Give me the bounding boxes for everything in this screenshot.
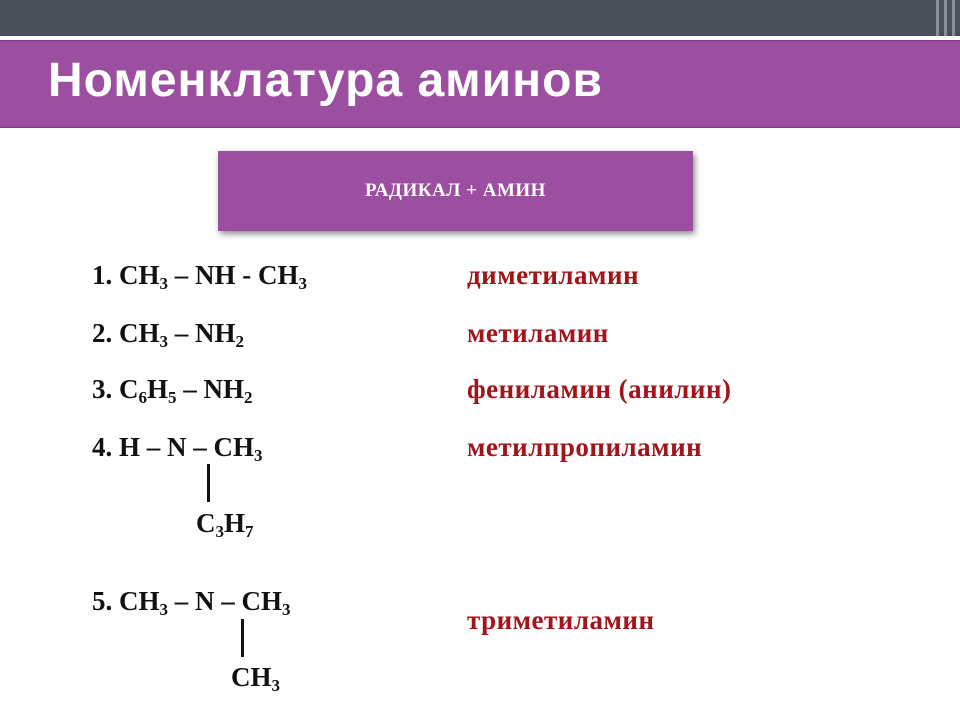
formula-text: C bbox=[196, 508, 216, 538]
formula-text: CH bbox=[119, 260, 160, 290]
decor-line bbox=[944, 0, 947, 36]
row-number: 4. bbox=[92, 432, 113, 462]
formula-text: – NH bbox=[176, 374, 245, 404]
formula bbox=[119, 374, 253, 407]
slide-title: Номенклатура аминов bbox=[48, 54, 603, 107]
amine-name-4: метилпропиламин bbox=[467, 432, 703, 462]
amine-formula-2 bbox=[92, 318, 244, 351]
amine-name-2: метиламин bbox=[467, 318, 609, 348]
amine-name-3: фениламин (анилин) bbox=[467, 374, 732, 404]
title-bar bbox=[0, 40, 960, 128]
row-number: 5. bbox=[92, 586, 113, 616]
naming-rule-text: РАДИКАЛ + АМИН bbox=[365, 180, 546, 201]
decor-line bbox=[952, 0, 955, 36]
formula-subscript: 3 bbox=[159, 600, 168, 619]
amine-formula-3 bbox=[92, 374, 253, 407]
amine-formula-5 bbox=[92, 586, 291, 619]
formula-subscript: 3 bbox=[159, 274, 168, 293]
formula-subscript: 6 bbox=[138, 388, 147, 407]
branch-group bbox=[196, 508, 254, 541]
top-strip bbox=[0, 0, 960, 36]
row-number: 3. bbox=[92, 374, 113, 404]
formula-subscript: 2 bbox=[244, 388, 253, 407]
formula bbox=[119, 318, 244, 351]
formula-text: H – N – CH bbox=[119, 432, 254, 462]
amine-formula-4 bbox=[92, 432, 263, 465]
formula-subscript: 3 bbox=[159, 332, 168, 351]
formula-text: CH bbox=[119, 318, 160, 348]
amine-name-1: диметиламин bbox=[467, 260, 640, 290]
formula-text: CH bbox=[231, 662, 272, 692]
decor-line bbox=[936, 0, 939, 36]
row-number: 1. bbox=[92, 260, 113, 290]
formula-subscript: 5 bbox=[168, 388, 177, 407]
formula-text: – NH bbox=[168, 318, 236, 348]
formula-text: – N – CH bbox=[168, 586, 282, 616]
formula-text: H bbox=[147, 374, 169, 404]
formula-text: CH bbox=[119, 586, 160, 616]
formula-text: – NH - CH bbox=[168, 260, 299, 290]
formula bbox=[119, 260, 307, 293]
formula-subscript: 3 bbox=[282, 600, 291, 619]
formula-text: C bbox=[119, 374, 139, 404]
vertical-bond bbox=[241, 619, 244, 657]
formula-text: H bbox=[224, 508, 246, 538]
vertical-bond bbox=[207, 464, 210, 502]
amine-name-5: триметиламин bbox=[467, 605, 655, 635]
formula-subscript: 3 bbox=[215, 522, 224, 541]
formula-subscript: 3 bbox=[298, 274, 307, 293]
branch-group bbox=[231, 662, 280, 695]
row-number: 2. bbox=[92, 318, 113, 348]
formula-subscript: 7 bbox=[245, 522, 254, 541]
formula-subscript: 2 bbox=[235, 332, 244, 351]
formula-subscript: 3 bbox=[254, 446, 263, 465]
amine-formula-1 bbox=[92, 260, 307, 293]
naming-rule-box bbox=[218, 151, 693, 231]
formula bbox=[119, 586, 291, 619]
formula bbox=[119, 432, 263, 465]
formula-subscript: 3 bbox=[271, 676, 280, 695]
